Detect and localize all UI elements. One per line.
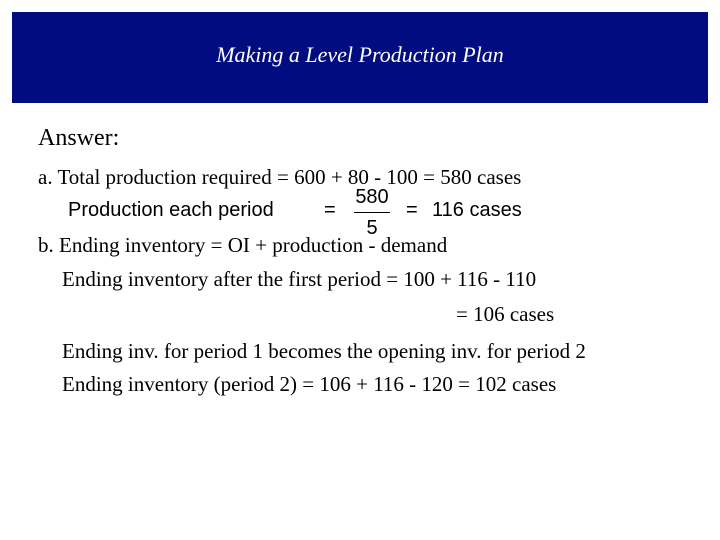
slide-title: Making a Level Production Plan (216, 42, 504, 67)
line-ending-inventory-period1: Ending inventory after the first period = 100 + 116 - 110 (62, 267, 537, 291)
fraction-bar (354, 212, 390, 213)
line-total-production: a. Total production required = 600 + 80 - 100 = 580 cases (38, 165, 522, 189)
formula-result: 116 cases (432, 199, 522, 221)
line-ending-inventory-period2: Ending inventory (period 2) = 106 + 116 - 120 = 102 cases (62, 372, 557, 396)
formula-denominator: 5 (366, 217, 378, 239)
line-ending-inventory-period1-result: = 106 cases (456, 302, 555, 326)
line-carryover-note: Ending inv. for period 1 becomes the opening inv. for period 2 (62, 339, 586, 363)
answer-label: Answer: (38, 125, 120, 151)
formula-numerator: 580 (355, 186, 389, 208)
formula-equals-sign: = (324, 199, 336, 221)
line-ending-inventory-definition: b. Ending inventory = OI + production - demand (38, 233, 448, 257)
formula-equals-sign-2: = (406, 199, 418, 221)
formula-label: Production each period (68, 199, 274, 221)
title-bar (12, 12, 708, 103)
